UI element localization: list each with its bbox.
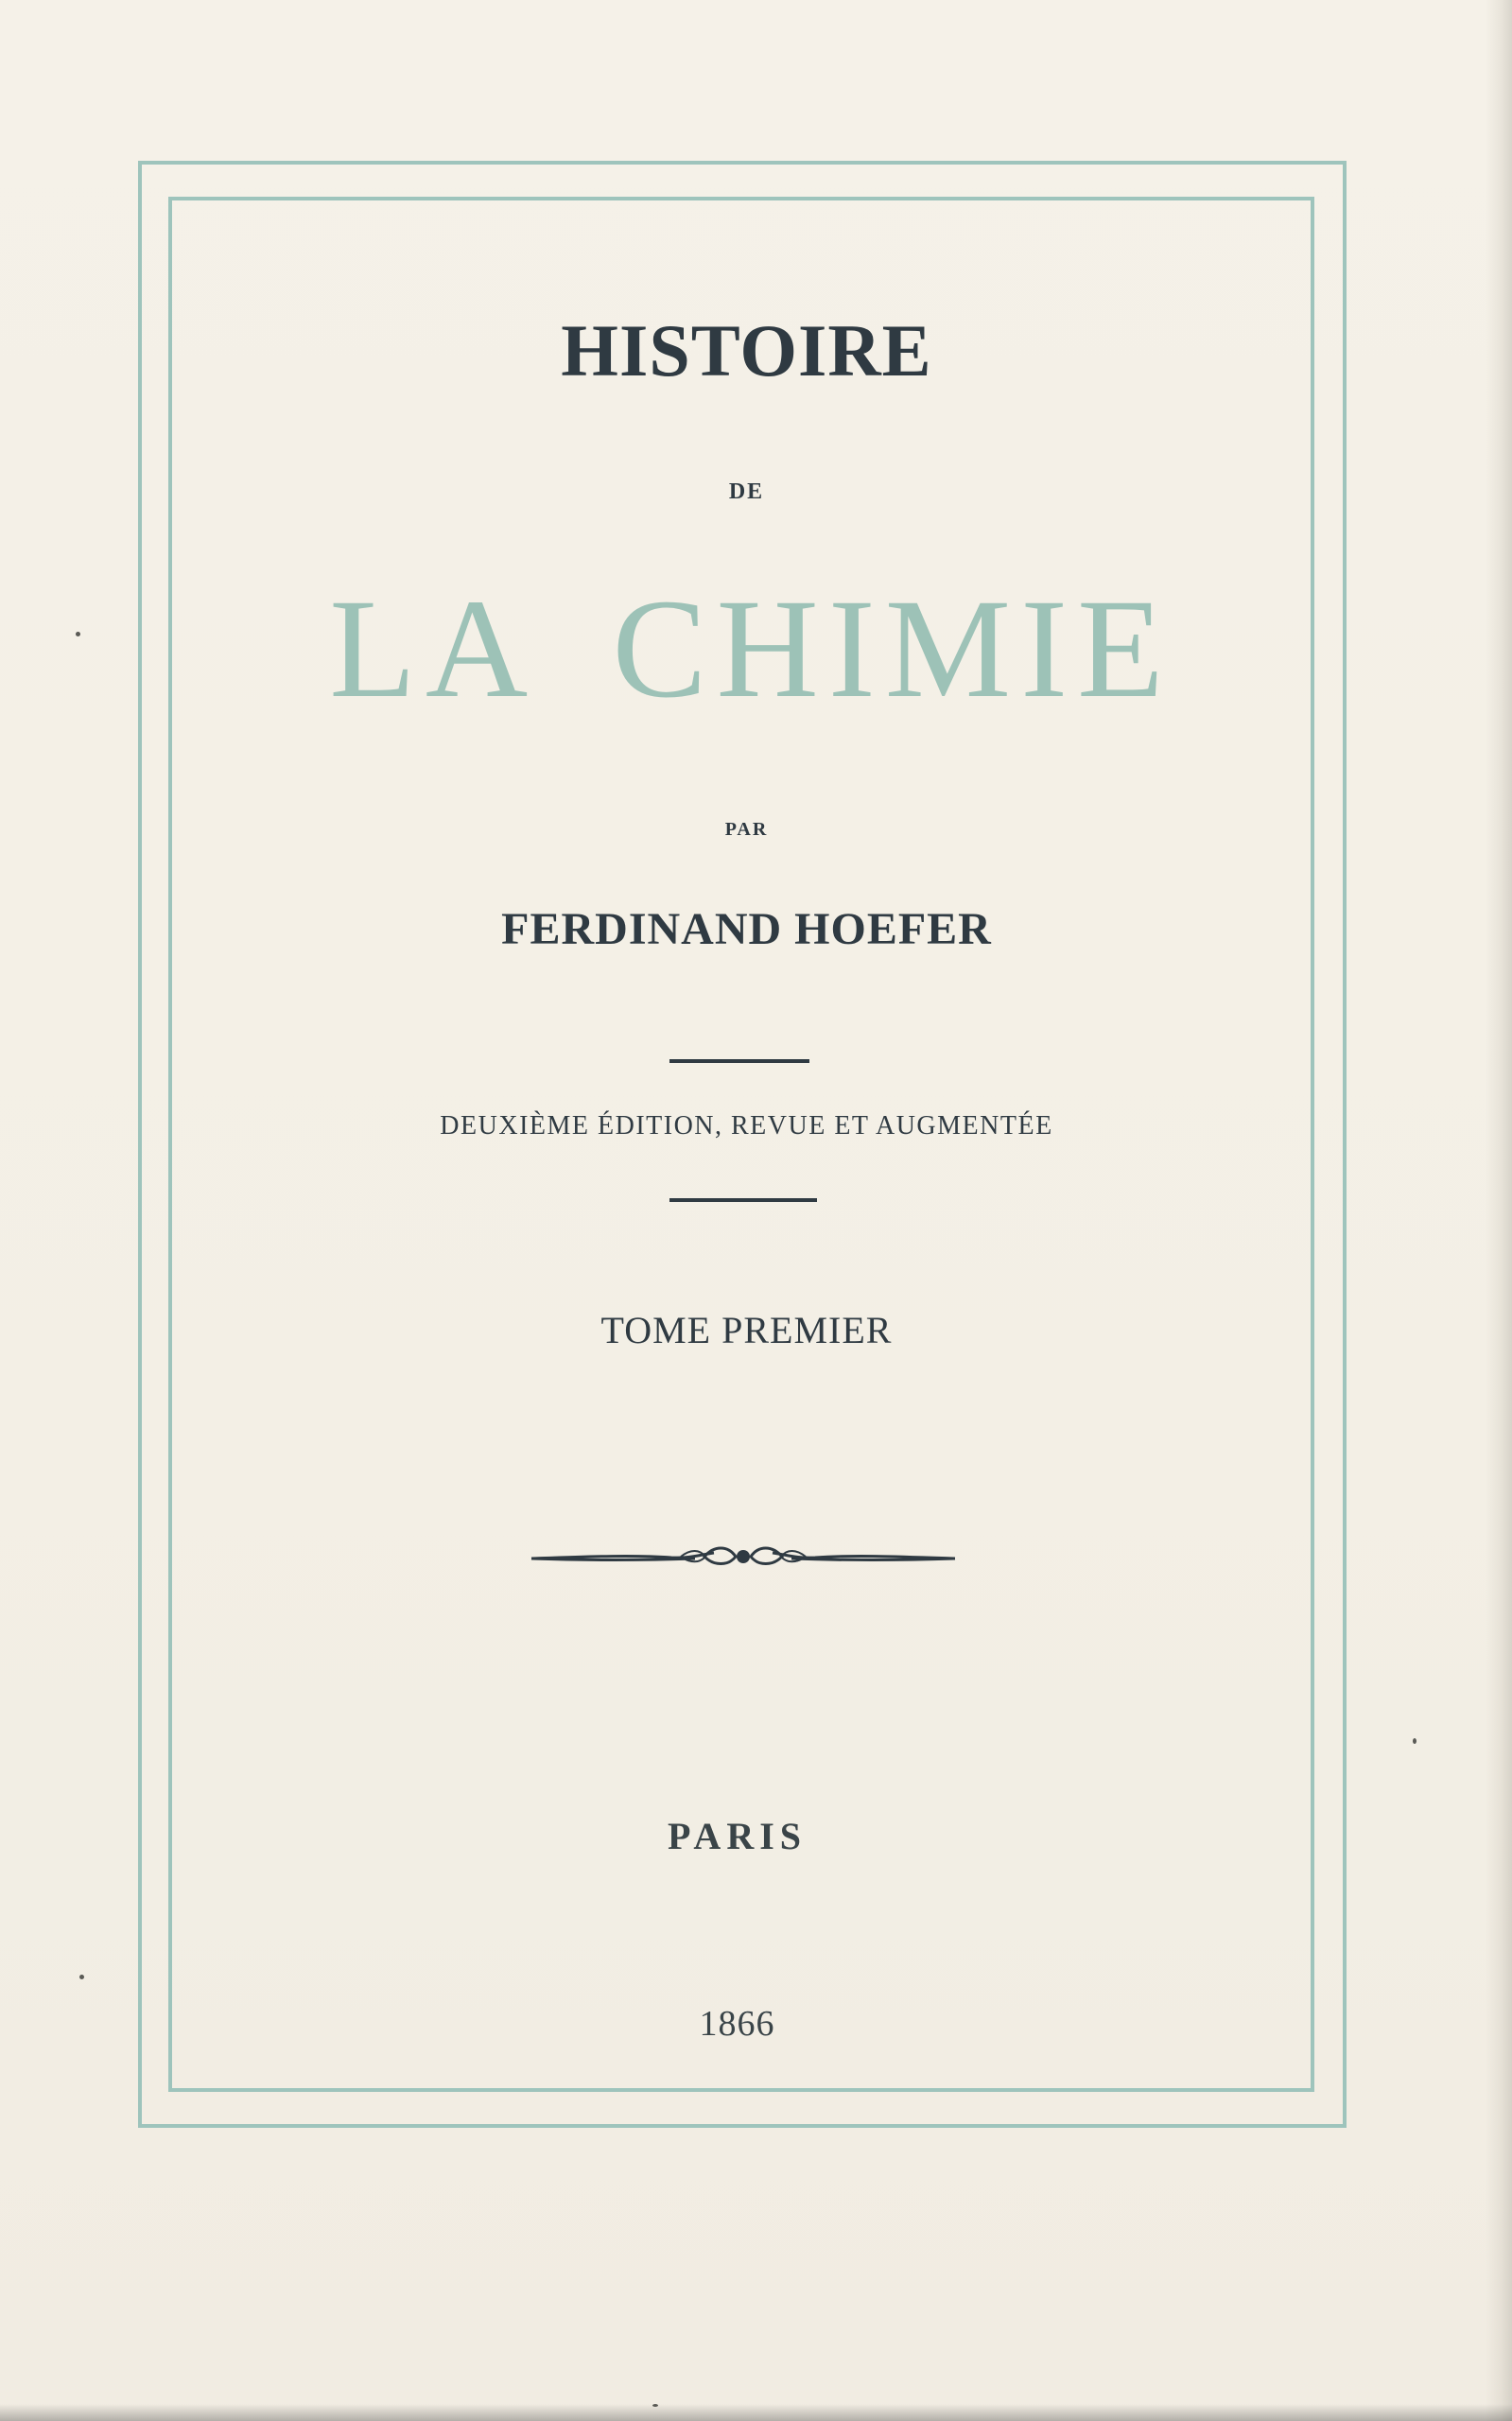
volume-label: TOME PREMIER [600,1309,893,1351]
paper-speck [1413,1738,1416,1744]
divider-rule-top [669,1059,809,1063]
publication-year: 1866 [699,2004,775,2044]
title-connector-de: DE [728,479,765,504]
title-la-chimie: LA CHIMIE [329,570,1173,727]
page-edge-shadow [1486,0,1512,2421]
divider-rule-bottom [669,1198,817,1202]
bottom-edge-shadow [0,2404,1512,2421]
title-histoire: HISTOIRE [561,309,932,392]
byline-par: PAR [724,819,769,840]
author-name: FERDINAND HOEFER [501,904,992,954]
paper-speck [76,632,80,636]
publication-place: PARIS [667,1815,808,1857]
paper-speck [79,1975,84,1979]
edition-statement: DEUXIÈME ÉDITION, REVUE ET AUGMENTÉE [440,1111,1053,1141]
ornament-flourish-icon [530,1538,957,1576]
